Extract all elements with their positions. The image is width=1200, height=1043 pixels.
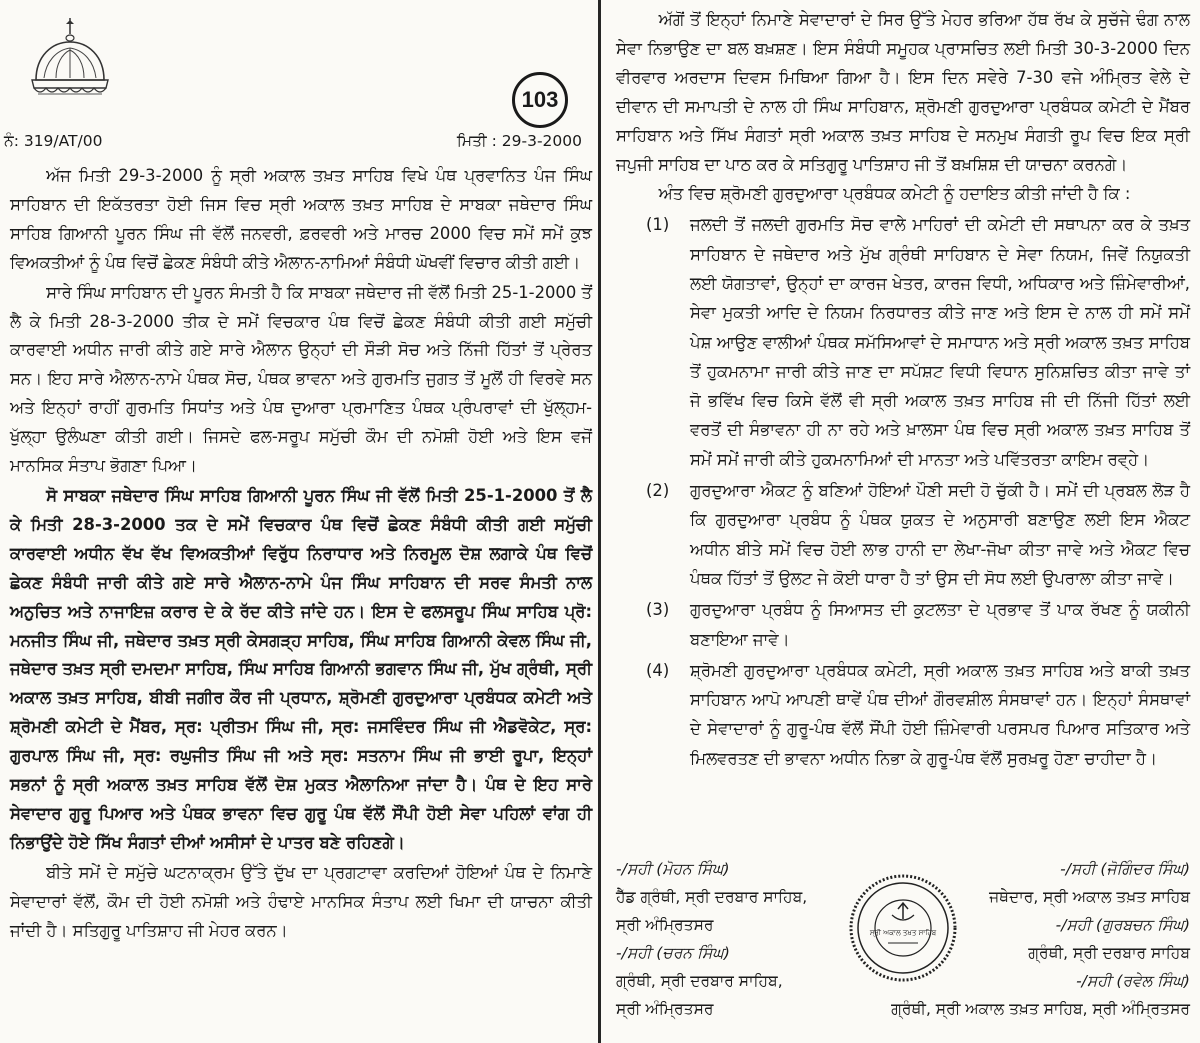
right-body (616, 6, 1190, 775)
signature-name: -/ਸਹੀ (ਗੁਰਬਚਨ ਸਿੰਘ) (1055, 916, 1190, 934)
signature-title: ਹੈੱਡ ਗ੍ਰੰਥੀ, ਸ੍ਰੀ ਦਰਬਾਰ ਸਾਹਿਬ, (616, 888, 808, 906)
signature-title: ਗ੍ਰੰਥੀ, ਸ੍ਰੀ ਅਕਾਲ ਤਖ਼ਤ ਸਾਹਿਬ, ਸ੍ਰੀ ਅੰਮ੍ਰਿਤਸਰ (891, 1000, 1190, 1018)
page-number-badge: 103 (512, 72, 568, 128)
akal-takht-seal (848, 873, 958, 983)
list-item-text: ਗੁਰਦੁਆਰਾ ਪ੍ਰਬੰਧ ਨੂੰ ਸਿਆਸਤ ਦੀ ਕੁਟਲਤਾ ਦੇ ਪ੍ਰਭਾਵ ਤੋਂ ਪਾਕ ਰੱਖਣ ਨੂੰ ਯਕੀਨੀ ਬਣਾਇਆ ਜਾਵੇ। (690, 600, 1190, 649)
list-item-number: (1) (646, 215, 670, 235)
seal-text: ਸ੍ਰੀ ਅਕਾਲ ਤਖ਼ਤ ਸਾਹਿਬ (869, 929, 937, 937)
signature-joginder-singh (989, 855, 1190, 911)
letter-date: ਮਿਤੀ : 29-3-2000 (456, 132, 582, 150)
paragraph: ਬੀਤੇ ਸਮੇਂ ਦੇ ਸਮੁੱਚੇ ਘਟਨਾਕ੍ਰਮ ਉੱਤੇ ਦੁੱਖ ਦਾ ਪ੍ਰਗਟਾਵਾ ਕਰਦਿਆਂ ਹੋਇਆਂ ਪੰਥ ਦੇ ਨਿਮਾਣੇ ਸੇਵਾਦਾਰਾਂ ਵੱਲੋਂ, ਕੌਮ ਦੀ ਹੋਈ ਨਮੋਸ਼ੀ ਅਤੇ ਹੰਢਾਏ ਮਾਨਸਿਕ ਸੰਤਾਪ ਲਈ ਖਿਮਾ ਦੀ ਯਾਚਨਾ ਕੀਤੀ ਜਾਂਦੀ ਹੈ। ਸਤਿਗੁਰੂ ਪਾਤਿਸ਼ਾਹ ਜੀ ਮੇਹਰ ਕਰਨ। (10, 862, 592, 940)
paragraph: ਅੱਗੋਂ ਤੋਂ ਇਨ੍ਹਾਂ ਨਿਮਾਣੇ ਸੇਵਾਦਾਰਾਂ ਦੇ ਸਿਰ ਉੱਤੇ ਮੇਹਰ ਭਰਿਆ ਹੱਥ ਰੱਖ ਕੇ ਸੁਚੱਜੇ ਢੰਗ ਨਾਲ ਸੇਵਾ ਨਿਭਾਉਣ ਦਾ ਬਲ ਬਖ਼ਸ਼ਣ। ਇਸ ਸੰਬੰਧੀ ਸਮੂਹਕ ਪ੍ਰਾਸਚਿਤ ਲਈ ਮਿਤੀ 30-3-2000 ਦਿਨ ਵੀਰਵਾਰ ਅਰਦਾਸ ਦਿਵਸ ਮਿਥਿਆ ਗਿਆ ਹੈ। ਇਸ ਦਿਨ ਸਵੇਰੇ 7-30 ਵਜੇ ਅੰਮ੍ਰਿਤ ਵੇਲੇ ਦੇ ਦੀਵਾਨ ਦੀ ਸਮਾਪਤੀ ਦੇ ਨਾਲ ਹੀ ਸਿੰਘ ਸਾਹਿਬਾਨ, ਸ਼੍ਰੋਮਣੀ ਗੁਰਦੁਆਰਾ ਪ੍ਰਬੰਧਕ ਕਮੇਟੀ ਦੇ ਮੈਂਬਰ ਸਾਹਿਬਾਨ ਅਤੇ ਸਿੱਖ ਸੰਗਤਾਂ ਸ੍ਰੀ ਅਕਾਲ ਤਖ਼ਤ ਸਾਹਿਬ ਦੇ ਸਨਮੁਖ ਸੰਗਤੀ ਰੂਪ ਵਿਚ ਇਕ ਸ੍ਰੀ ਜਪੁਜੀ ਸਾਹਿਬ ਦਾ ਪਾਠ ਕਰ ਕੇ ਸਤਿਗੁਰੂ ਪਾਤਿਸ਼ਾਹ ਜੀ ਤੋਂ ਬਖ਼ਸ਼ਿਸ਼ ਦੀ ਯਾਚਨਾ ਕਰਨਗੇ। (616, 10, 1190, 174)
signature-name: -/ਸਹੀ (ਰਵੇਲ ਸਿੰਘ) (1076, 972, 1190, 990)
signature-place: ਸ੍ਰੀ ਅੰਮ੍ਰਿਤਸਰ (616, 916, 714, 934)
signature-name: -/ਸਹੀ (ਜੋਗਿੰਦਰ ਸਿੰਘ) (1060, 860, 1190, 878)
signature-title: ਗ੍ਰੰਥੀ, ਸ੍ਰੀ ਦਰਬਾਰ ਸਾਹਿਬ, (616, 972, 783, 990)
paragraph: ਅੰਤ ਵਿਚ ਸ਼੍ਰੋਮਣੀ ਗੁਰਦੁਆਰਾ ਪ੍ਰਬੰਧਕ ਕਮੇਟੀ ਨੂੰ ਹਦਾਇਤ ਕੀਤੀ ਜਾਂਦੀ ਹੈ ਕਿ : (658, 184, 1131, 204)
signature-title: ਗ੍ਰੰਥੀ, ਸ੍ਰੀ ਦਰਬਾਰ ਸਾਹਿਬ (1028, 944, 1190, 962)
list-item-number: (3) (646, 600, 670, 620)
signature-title: ਜਥੇਦਾਰ, ਸ੍ਰੀ ਅਕਾਲ ਤਖ਼ਤ ਸਾਹਿਬ (989, 888, 1190, 906)
list-item (616, 476, 1190, 593)
list-item (616, 595, 1190, 654)
list-item-text: ਸ਼੍ਰੋਮਣੀ ਗੁਰਦੁਆਰਾ ਪ੍ਰਬੰਧਕ ਕਮੇਟੀ, ਸ੍ਰੀ ਅਕਾਲ ਤਖ਼ਤ ਸਾਹਿਬ ਅਤੇ ਬਾਕੀ ਤਖ਼ਤ ਸਾਹਿਬਾਨ ਆਪੋ ਆਪਣੀ ਥਾਵੇਂ ਪੰਥ ਦੀਆਂ ਗੌਰਵਸ਼ੀਲ ਸੰਸਥਾਵਾਂ ਹਨ। ਇਨ੍ਹਾਂ ਸੰਸਥਾਵਾਂ ਦੇ ਸੇਵਾਦਾਰਾਂ ਨੂੰ ਗੁਰੂ-ਪੰਥ ਵੱਲੋਂ ਸੌਂਪੀ ਹੋਈ ਜ਼ਿੰਮੇਵਾਰੀ ਪਰਸਪਰ ਪਿਆਰ ਸਤਿਕਾਰ ਅਤੇ ਮਿਲਵਰਤਣ ਦੀ ਭਾਵਨਾ ਅਧੀਨ ਨਿਭਾ ਕੇ ਗੁਰੂ-ਪੰਥ ਵੱਲੋਂ ਸੁਰਖ਼ਰੂ ਹੋਣਾ ਚਾਹੀਦਾ ਹੈ। (690, 660, 1190, 768)
list-item-number: (2) (646, 481, 670, 501)
signature-gurbachan-singh (1028, 911, 1190, 967)
paragraph: ਸੋ ਸਾਬਕਾ ਜਥੇਦਾਰ ਸਿੰਘ ਸਾਹਿਬ ਗਿਆਨੀ ਪੂਰਨ ਸਿੰਘ ਜੀ ਵੱਲੋਂ ਮਿਤੀ 25-1-2000 ਤੋਂ ਲੈ ਕੇ ਮਿਤੀ 28-3-2000 ਤਕ ਦੇ ਸਮੇਂ ਵਿਚਕਾਰ ਪੰਥ ਵਿਚੋਂ ਛੇਕਣ ਸੰਬੰਧੀ ਕੀਤੀ ਗਈ ਸਮੁੱਚੀ ਕਾਰਵਾਈ ਅਧੀਨ ਵੱਖ ਵੱਖ ਵਿਅਕਤੀਆਂ ਵਿਰੁੱਧ ਨਿਰਾਧਾਰ ਅਤੇ ਨਿਰਮੂਲ ਦੋਸ਼ ਲਗਾਕੇ ਪੰਥ ਵਿਚੋਂ ਛੇਕਣ ਸੰਬੰਧੀ ਜਾਰੀ ਕੀਤੇ ਗਏ ਸਾਰੇ ਐਲਾਨ-ਨਾਮੇ ਪੰਜ ਸਿੰਘ ਸਾਹਿਬਾਨ ਦੀ ਸਰਵ ਸੰਮਤੀ ਨਾਲ ਅਨੁਚਿਤ ਅਤੇ ਨਾਜਾਇਜ਼ ਕਰਾਰ ਦੇ ਕੇ ਰੱਦ ਕੀਤੇ ਜਾਂਦੇ ਹਨ। ਇਸ ਦੇ ਫਲਸਰੂਪ ਸਿੰਘ ਸਾਹਿਬ ਪ੍ਰੋ: ਮਨਜੀਤ ਸਿੰਘ ਜੀ, ਜਥੇਦਾਰ ਤਖ਼ਤ ਸ੍ਰੀ ਕੇਸਗੜ੍ਹ ਸਾਹਿਬ, ਸਿੰਘ ਸਾਹਿਬ ਗਿਆਨੀ ਕੇਵਲ ਸਿੰਘ ਜੀ, ਜਥੇਦਾਰ ਤਖ਼ਤ ਸ੍ਰੀ ਦਮਦਮਾ ਸਾਹਿਬ, ਸਿੰਘ ਸਾਹਿਬ ਗਿਆਨੀ ਭਗਵਾਨ ਸਿੰਘ ਜੀ, ਮੁੱਖ ਗ੍ਰੰਥੀ, ਸ੍ਰੀ ਅਕਾਲ ਤਖ਼ਤ ਸਾਹਿਬ, ਬੀਬੀ ਜਗੀਰ ਕੌਰ ਜੀ ਪ੍ਰਧਾਨ, ਸ਼੍ਰੋਮਣੀ ਗੁਰਦੁਆਰਾ ਪ੍ਰਬੰਧਕ ਕਮੇਟੀ ਅਤੇ ਸ਼੍ਰੋਮਣੀ ਕਮੇਟੀ ਦੇ ਮੈਂਬਰ, ਸ੍ਰ: ਪ੍ਰੀਤਮ ਸਿੰਘ ਜੀ, ਸ੍ਰ: ਜਸਵਿੰਦਰ ਸਿੰਘ ਜੀ ਐਡਵੋਕੇਟ, ਸ੍ਰ: ਗੁਰਪਾਲ ਸਿੰਘ ਜੀ, ਸ੍ਰ: ਰਘੁਜੀਤ ਸਿੰਘ ਜੀ ਅਤੇ ਸ੍ਰ: ਸਤਨਾਮ ਸਿੰਘ ਜੀ ਭਾਈ ਰੂਪਾ, ਇਨ੍ਹਾਂ ਸਭਨਾਂ ਨੂੰ ਸ੍ਰੀ ਅਕਾਲ ਤਖ਼ਤ ਸਾਹਿਬ ਵੱਲੋਂ ਦੋਸ਼ ਮੁਕਤ ਐਲਾਨਿਆ ਜਾਂਦਾ ਹੈ। ਪੰਥ ਦੇ ਇਹ ਸਾਰੇ ਸੇਵਾਦਾਰ ਗੁਰੂ ਪਿਆਰ ਅਤੇ ਪੰਥਕ ਭਾਵਨਾ ਵਿਚ ਗੁਰੂ ਪੰਥ ਵੱਲੋਂ ਸੌਂਪੀ ਹੋਈ ਸੇਵਾ ਪਹਿਲਾਂ ਵਾਂਗ ਹੀ ਨਿਭਾਉਂਦੇ ਹੋਏ ਸਿੱਖ ਸੰਗਤਾਂ ਦੀਆਂ ਅਸੀਸਾਂ ਦੇ ਪਾਤਰ ਬਣੇ ਰਹਿਣਗੇ। (10, 485, 592, 852)
signature-mohan-singh (616, 855, 807, 939)
left-body (10, 162, 592, 946)
signature-name: -/ਸਹੀ (ਮੋਹਨ ਸਿੰਘ) (616, 860, 730, 878)
list-item (616, 210, 1190, 474)
list-item-number: (4) (646, 660, 670, 680)
akal-takht-dome-emblem (26, 18, 114, 108)
reference-number: ਨੰ: 319/AT/00 (4, 132, 103, 150)
list-item-text: ਜਲਦੀ ਤੋਂ ਜਲਦੀ ਗੁਰਮਤਿ ਸੋਚ ਵਾਲੇ ਮਾਹਿਰਾਂ ਦੀ ਕਮੇਟੀ ਦੀ ਸਥਾਪਨਾ ਕਰ ਕੇ ਤਖ਼ਤ ਸਾਹਿਬਾਨ ਦੇ ਜਥੇਦਾਰ ਅਤੇ ਮੁੱਖ ਗ੍ਰੰਥੀ ਸਾਹਿਬਾਨ ਦੇ ਸੇਵਾ ਨਿਯਮ, ਜਿਵੇਂ ਨਿਯੁਕਤੀ ਲਈ ਯੋਗਤਾਵਾਂ, ਉਨ੍ਹਾਂ ਦਾ ਕਾਰਜ ਖੇਤਰ, ਕਾਰਜ ਵਿਧੀ, ਅਧਿਕਾਰ ਅਤੇ ਜ਼ਿੰਮੇਵਾਰੀਆਂ, ਸੇਵਾ ਮੁਕਤੀ ਆਦਿ ਦੇ ਨਿਯਮ ਨਿਰਧਾਰਤ ਕੀਤੇ ਜਾਣ ਅਤੇ ਇਸ ਦੇ ਨਾਲ ਹੀ ਸਮੇਂ ਸਮੇਂ ਪੇਸ਼ ਆਉਣ ਵਾਲੀਆਂ ਪੰਥਕ ਸਮੱਸਿਆਵਾਂ ਦੇ ਸਮਾਧਾਨ ਅਤੇ ਸ੍ਰੀ ਅਕਾਲ ਤਖ਼ਤ ਸਾਹਿਬ ਤੋਂ ਹੁਕਮਨਾਮਾ ਜਾਰੀ ਕੀਤੇ ਜਾਣ ਦਾ ਸਪੱਸ਼ਟ ਵਿਧੀ ਵਿਧਾਨ ਸੁਨਿਸ਼ਚਿਤ ਕੀਤਾ ਜਾਵੇ ਤਾਂ ਜੋ ਭਵਿੱਖ ਵਿਚ ਕਿਸੇ ਵੱਲੋਂ ਵੀ ਸ੍ਰੀ ਅਕਾਲ ਤਖ਼ਤ ਸਾਹਿਬ ਜੀ ਦੀ ਨਿੱਜੀ ਹਿੱਤਾਂ ਲਈ ਵਰਤੋਂ ਦੀ ਸੰਭਾਵਨਾ ਹੀ ਨਾ ਰਹੇ ਅਤੇ ਖ਼ਾਲਸਾ ਪੰਥ ਵਿਚ ਸ੍ਰੀ ਅਕਾਲ ਤਖ਼ਤ ਸਾਹਿਬ ਤੋਂ ਸਮੇਂ ਸਮੇਂ ਜਾਰੀ ਕੀਤੇ ਹੁਕਮਨਾਮਿਆਂ ਦੀ ਮਾਨਤਾ ਅਤੇ ਪਵਿੱਤਰਤਾ ਕਾਇਮ ਰਵ੍ਹੇ। (690, 215, 1190, 469)
paragraph: ਅੱਜ ਮਿਤੀ 29-3-2000 ਨੂੰ ਸ੍ਰੀ ਅਕਾਲ ਤਖ਼ਤ ਸਾਹਿਬ ਵਿਖੇ ਪੰਥ ਪ੍ਰਵਾਨਿਤ ਪੰਜ ਸਿੰਘ ਸਾਹਿਬਾਨ ਦੀ ਇਕੱਤਰਤਾ ਹੋਈ ਜਿਸ ਵਿਚ ਸ੍ਰੀ ਅਕਾਲ ਤਖ਼ਤ ਸਾਹਿਬ ਦੇ ਸਾਬਕਾ ਜਥੇਦਾਰ ਸਿੰਘ ਸਾਹਿਬ ਗਿਆਨੀ ਪੂਰਨ ਸਿੰਘ ਜੀ ਵੱਲੋਂ ਜਨਵਰੀ, ਫ਼ਰਵਰੀ ਅਤੇ ਮਾਰਚ 2000 ਵਿਚ ਸਮੇਂ ਸਮੇਂ ਕੁਝ ਵਿਅਕਤੀਆਂ ਨੂੰ ਪੰਥ ਵਿਚੋਂ ਛੇਕਣ ਸੰਬੰਧੀ ਕੀਤੇ ਐਲਾਨ-ਨਾਮਿਆਂ ਸੰਬੰਧੀ ਘੋਖਵੀਂ ਵਿਚਾਰ ਕੀਤੀ ਗਈ। (10, 166, 592, 272)
right-page (600, 0, 1200, 1043)
signature-block (616, 855, 1190, 1043)
signature-name: -/ਸਹੀ (ਚਰਨ ਸਿੰਘ) (616, 944, 730, 962)
letter-meta (0, 132, 600, 156)
signature-place: ਸ੍ਰੀ ਅੰਮ੍ਰਿਤਸਰ (616, 1000, 714, 1018)
paragraph: ਸਾਰੇ ਸਿੰਘ ਸਾਹਿਬਾਨ ਦੀ ਪੂਰਨ ਸੰਮਤੀ ਹੈ ਕਿ ਸਾਬਕਾ ਜਥੇਦਾਰ ਜੀ ਵੱਲੋਂ ਮਿਤੀ 25-1-2000 ਤੋਂ ਲੈ ਕੇ ਮਿਤੀ 28-3-2000 ਤੀਕ ਦੇ ਸਮੇਂ ਵਿਚਕਾਰ ਪੰਥ ਵਿਚੋਂ ਛੇਕਣ ਸੰਬੰਧੀ ਕੀਤੀ ਗਈ ਸਮੁੱਚੀ ਕਾਰਵਾਈ ਅਧੀਨ ਜਾਰੀ ਕੀਤੇ ਗਏ ਸਾਰੇ ਐਲਾਨ ਉਨ੍ਹਾਂ ਦੀ ਸੌੜੀ ਸੋਚ ਅਤੇ ਨਿੱਜੀ ਹਿੱਤਾਂ ਤੋਂ ਪ੍ਰੇਰਤ ਸਨ। ਇਹ ਸਾਰੇ ਐਲਾਨ-ਨਾਮੇ ਪੰਥਕ ਸੋਚ, ਪੰਥਕ ਭਾਵਨਾ ਅਤੇ ਗੁਰਮਤਿ ਜੁਗਤ ਤੋਂ ਮੂਲੋਂ ਹੀ ਵਿਰਵੇ ਸਨ ਅਤੇ ਇਨ੍ਹਾਂ ਰਾਹੀਂ ਗੁਰਮਤਿ ਸਿਧਾਂਤ ਅਤੇ ਪੰਥ ਦੁਆਰਾ ਪ੍ਰਮਾਣਿਤ ਪੰਥਕ ਪ੍ਰੰਪਰਾਵਾਂ ਦੀ ਖੁੱਲ੍ਹਮ-ਖੁੱਲ੍ਹਾ ਉਲੰਘਣਾ ਕੀਤੀ ਗਈ। ਜਿਸਦੇ ਫਲ-ਸਰੂਪ ਸਮੁੱਚੀ ਕੌਮ ਦੀ ਨਮੋਸ਼ੀ ਹੋਈ ਅਤੇ ਇਸ ਵਜੋਂ ਮਾਨਸਿਕ ਸੰਤਾਪ ਭੋਗਣਾ ਪਿਆ। (10, 282, 592, 476)
list-item (616, 656, 1190, 773)
list-item-text: ਗੁਰਦੁਆਰਾ ਐਕਟ ਨੂੰ ਬਣਿਆਂ ਹੋਇਆਂ ਪੌਣੀ ਸਦੀ ਹੋ ਚੁੱਕੀ ਹੈ। ਸਮੇਂ ਦੀ ਪ੍ਰਬਲ ਲੋੜ ਹੈ ਕਿ ਗੁਰਦੁਆਰਾ ਪ੍ਰਬੰਧ ਨੂੰ ਪੰਥਕ ਯੁਕਤ ਦੇ ਅਨੁਸਾਰੀ ਬਣਾਉਣ ਲਈ ਇਸ ਐਕਟ ਅਧੀਨ ਬੀਤੇ ਸਮੇਂ ਵਿਚ ਹੋਈ ਲਾਭ ਹਾਨੀ ਦਾ ਲੇਖਾ-ਜੋਖਾ ਕੀਤਾ ਜਾਵੇ ਅਤੇ ਐਕਟ ਵਿਚ ਪੰਥਕ ਹਿੱਤਾਂ ਤੋਂ ਉਲਟ ਜੇ ਕੋਈ ਧਾਰਾ ਹੈ ਤਾਂ ਉਸ ਦੀ ਸੋਧ ਲਈ ਉਪਰਾਲਾ ਕੀਤਾ ਜਾਵੇ। (690, 481, 1190, 588)
signature-charan-singh (616, 939, 783, 1023)
